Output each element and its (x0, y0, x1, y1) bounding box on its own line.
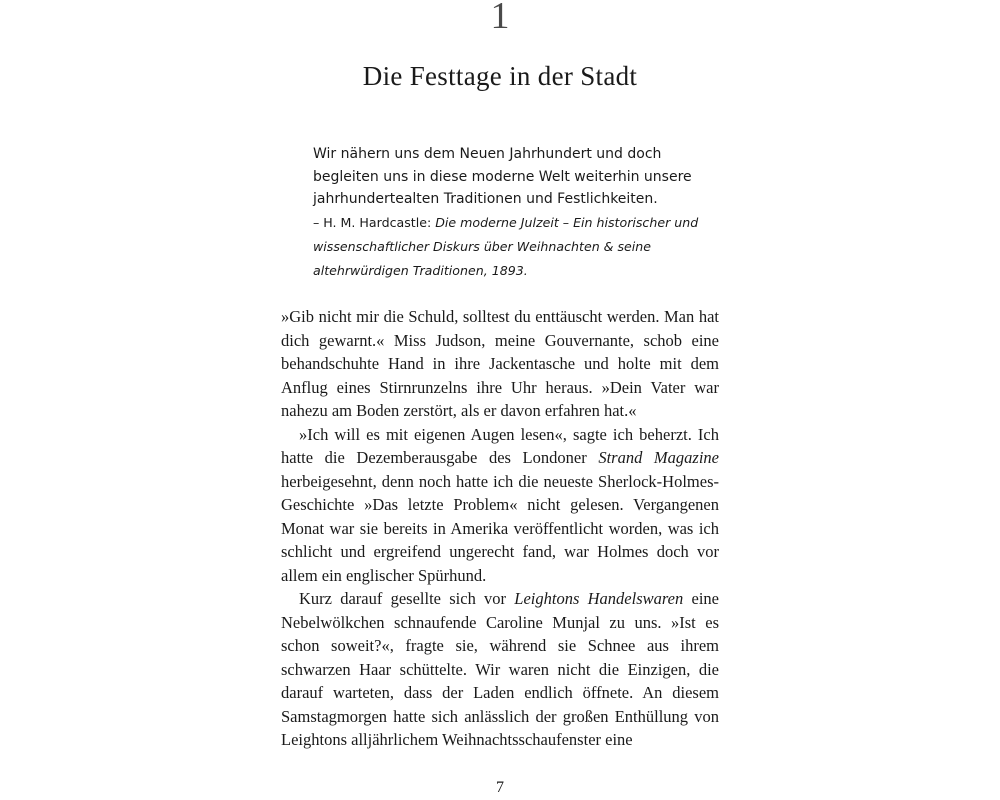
epigraph-text: Wir nähern uns dem Neuen Jahrhundert und doch begleiten uns in diese moderne Welt weiterhin unsere jahrhundertealten Traditionen und Festlichkeiten. (313, 146, 692, 207)
shop-name: Leightons Handelswaren (514, 589, 684, 608)
paragraph-text: eine Nebelwölkchen schnaufende Caroline Munjal zu uns. »Ist es schon soweit?«, fragte sie, während sie Schnee aus ihrem schwarzen Haar schüttelte. Wir waren nicht die Einzigen, die darauf warteten, dass der Laden endlich öffnete. An diesem Samstagmorgen hatte sich anlässlich der großen Enthüllung von Leightons alljährlichem Weihnachtsschaufenster eine (281, 589, 719, 749)
paragraph (281, 587, 719, 752)
paragraph: »Gib nicht mir die Schuld, solltest du enttäuscht werden. Man hat dich gewarnt.« Miss Judson, meine Gouvernante, schob eine behandschuhte Hand in ihre Jackentasche und holte mit dem Anflug eines Stirnrunzelns ihre Uhr heraus. »Dein Vater war nahezu am Boden zerstört, als er davon erfahren hat.« (281, 307, 719, 420)
epigraph-source-title: Die moderne Julzeit – Ein historischer und wissenschaftlicher Diskurs über Weihnachten & seine altehrwürdigen Traditionen, 1893. (313, 214, 699, 278)
page-number: 7 (496, 779, 504, 796)
body-text (281, 305, 719, 752)
epigraph (313, 143, 703, 283)
chapter-title: Die Festtage in der Stadt (362, 61, 638, 91)
paragraph (281, 423, 719, 588)
paragraph-text: »Ich will es mit eigenen Augen lesen«, sagte ich beherzt. Ich hatte die Dezemberausgabe des Londoner (281, 424, 719, 467)
paragraph-text: herbeigesehnt, denn noch hatte ich die neueste Sherlock-Holmes-Geschichte »Das letzte Problem« nicht gelesen. Vergangenen Monat war sie bereits in Amerika veröffentlicht worden, was ich schlicht und ergreifend ungerecht fand, war Holmes doch vor allem ein englischer Spürhund. (281, 471, 719, 585)
magazine-title: Strand Magazine (598, 448, 719, 467)
chapter-number: 1 (490, 0, 510, 37)
epigraph-source (313, 211, 703, 283)
paragraph-text: Kurz darauf gesellte sich vor (299, 589, 515, 608)
epigraph-author: – H. M. Hardcastle: (313, 214, 436, 230)
